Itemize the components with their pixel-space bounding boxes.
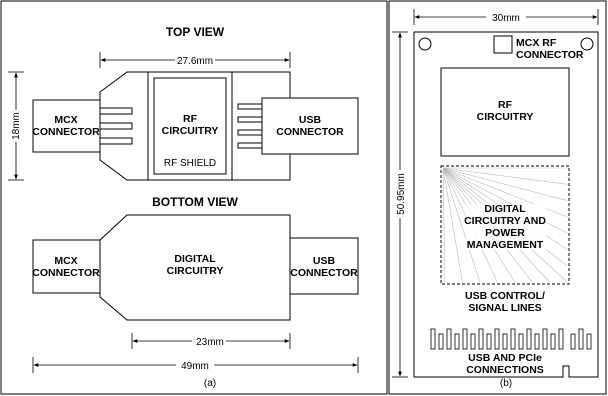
edge-finger <box>587 334 591 349</box>
usb-pin <box>238 117 262 122</box>
edge-finger <box>447 329 451 349</box>
b-digital-label-3: POWER <box>485 227 525 239</box>
edge-finger <box>487 334 491 349</box>
b-width-dimension: 30mm <box>492 13 520 24</box>
top-view-title: TOP VIEW <box>165 25 225 39</box>
mcx-rf-connector <box>494 36 512 53</box>
edge-finger <box>455 334 459 349</box>
bottom-digital-label-2: CIRCUITRY <box>166 265 224 277</box>
edge-finger <box>511 329 515 349</box>
edge-finger <box>495 329 499 349</box>
edge-finger <box>571 334 575 349</box>
usb-control-label-1: USB CONTROL/ <box>465 290 545 302</box>
usb-pcie-label-2: CONNECTIONS <box>466 364 544 376</box>
usb-pin <box>238 130 262 135</box>
mcx-pin <box>100 138 132 144</box>
top-usb-label-1: USB <box>298 114 322 126</box>
rf-shield-label: RF SHIELD <box>163 158 217 169</box>
edge-finger <box>431 329 435 349</box>
edge-finger <box>503 334 507 349</box>
bottom-width-dimension: 23mm <box>196 337 224 348</box>
bottom-digital-label-1: DIGITAL <box>174 253 216 265</box>
bottom-usb-label-2: CONNECTOR <box>290 267 358 279</box>
mounting-hole-left <box>419 38 431 50</box>
top-mcx-label-1: MCX <box>54 114 78 126</box>
top-mcx-label-2: CONNECTOR <box>32 126 100 138</box>
edge-finger <box>439 334 443 349</box>
bottom-mcx-label-2: CONNECTOR <box>32 267 100 279</box>
bottom-view-title: BOTTOM VIEW <box>152 195 238 209</box>
mcx-pin <box>100 123 132 129</box>
usb-pcie-label-1: USB AND PCIe <box>468 352 542 364</box>
top-rf-label-1: RF <box>183 113 197 125</box>
b-digital-label-2: CIRCUITRY AND <box>464 215 546 227</box>
usb-pin <box>238 143 262 148</box>
panel-b-caption: (b) <box>499 378 513 389</box>
edge-finger <box>535 334 539 349</box>
edge-finger <box>551 334 555 349</box>
b-digital-label-4: MANAGEMENT <box>466 239 544 251</box>
mcx-pin <box>100 108 132 114</box>
edge-finger <box>579 329 583 349</box>
edge-finger <box>559 329 563 349</box>
top-width-dimension: 27.6mm <box>176 56 214 67</box>
b-rf-label-1: RF <box>498 99 512 111</box>
top-rf-label-2: CIRCUITRY <box>161 125 219 137</box>
edge-finger <box>479 329 483 349</box>
edge-finger <box>543 329 547 349</box>
total-width-dimension: 49mm <box>181 361 209 372</box>
b-rf-label-2: CIRCUITRY <box>476 111 534 123</box>
mcx-rf-label-1: MCX RF <box>516 37 557 49</box>
top-usb-label-2: CONNECTOR <box>276 126 344 138</box>
edge-finger <box>471 334 475 349</box>
edge-finger <box>519 334 523 349</box>
height-dimension: 18mm <box>11 112 22 140</box>
mcx-rf-label-2: CONNECTOR <box>516 49 584 61</box>
b-height-dimension: 50.95mm <box>396 173 407 215</box>
bottom-usb-label-1: USB <box>312 255 336 267</box>
edge-finger <box>527 329 531 349</box>
usb-pin <box>238 104 262 109</box>
bottom-mcx-label-1: MCX <box>54 255 78 267</box>
panel-a-caption: (a) <box>203 378 217 389</box>
b-digital-label-1: DIGITAL <box>484 203 526 215</box>
usb-control-label-2: SIGNAL LINES <box>468 302 542 314</box>
edge-finger <box>463 329 467 349</box>
